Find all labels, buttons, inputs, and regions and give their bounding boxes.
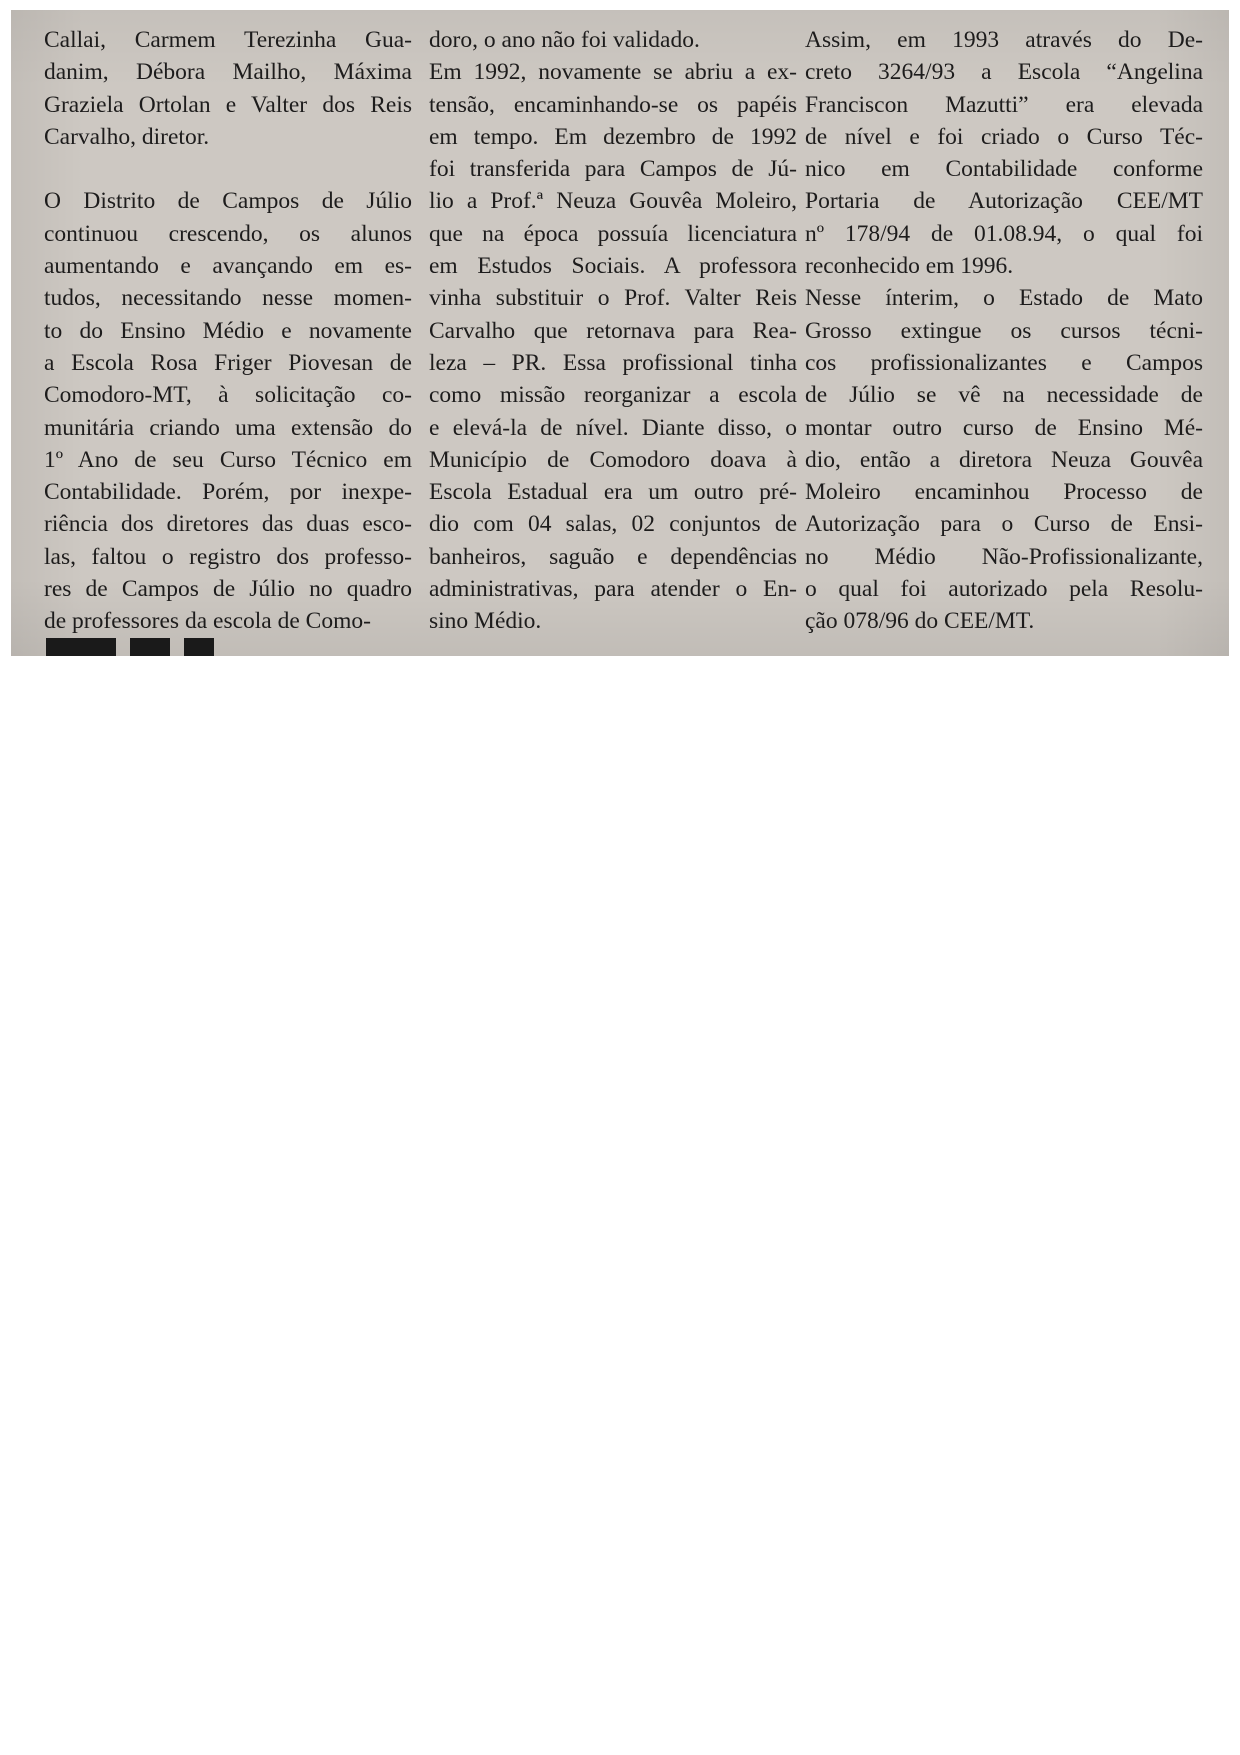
- text-line: em tempo. Em dezembro de 1992: [429, 123, 797, 150]
- text-line: no Médio Não-Profissionalizante,: [805, 543, 1203, 570]
- text-line: o qual foi autorizado pela Resolu-: [805, 576, 1203, 603]
- text-line: Moleiro encaminhou Processo de: [805, 479, 1203, 506]
- text-line: vinha substituir o Prof. Valter Reis: [429, 285, 797, 312]
- paragraph-gap: [44, 153, 412, 185]
- text-line: ção 078/96 do CEE/MT.: [805, 608, 1035, 635]
- text-line: Callai, Carmem Terezinha Gua-: [44, 27, 412, 53]
- text-line: que na época possuía licenciatura: [429, 220, 797, 247]
- text-line: riência dos diretores das duas esco-: [44, 511, 412, 538]
- text-line: reconhecido em 1996.: [805, 253, 1014, 280]
- text-line: a Escola Rosa Friger Piovesan de: [44, 349, 412, 376]
- text-line: Comodoro-MT, à solicitação co-: [44, 382, 412, 409]
- text-line: leza – PR. Essa profissional tinha: [429, 349, 797, 376]
- text-line: lio a Prof.ª Neuza Gouvêa Moleiro,: [429, 188, 797, 215]
- text-line: nº 178/94 de 01.08.94, o qual foi: [805, 220, 1203, 247]
- text-line: Assim, em 1993 através do De-: [805, 27, 1203, 53]
- text-line: munitária criando uma extensão do: [44, 414, 412, 441]
- text-line: Escola Estadual era um outro pré-: [429, 479, 797, 506]
- text-line: Autorização para o Curso de Ensi-: [805, 511, 1203, 538]
- text-line: creto 3264/93 a Escola “Angelina: [805, 59, 1203, 86]
- text-line: como missão reorganizar a escola: [429, 382, 797, 409]
- text-line: sino Médio.: [429, 608, 542, 635]
- text-line: dio, então a diretora Neuza Gouvêa: [805, 446, 1203, 473]
- text-line: foi transferida para Campos de Jú-: [429, 156, 797, 183]
- text-line: Contabilidade. Porém, por inexpe-: [44, 479, 412, 506]
- text-line: doro, o ano não foi validado.: [429, 27, 700, 53]
- text-line: O Distrito de Campos de Júlio: [44, 188, 412, 215]
- text-line: cos profissionalizantes e Campos: [805, 349, 1203, 376]
- text-line: Em 1992, novamente se abriu a ex-: [429, 59, 797, 86]
- text-line: de Júlio se vê na necessidade de: [805, 382, 1203, 409]
- article-column-1: [44, 24, 412, 638]
- text-line: continuou crescendo, os alunos: [44, 220, 412, 247]
- text-line: montar outro curso de Ensino Mé-: [805, 414, 1203, 441]
- text-line: Grosso extingue os cursos técni-: [805, 317, 1203, 344]
- text-line: 1º Ano de seu Curso Técnico em: [44, 446, 412, 473]
- cut-off-headline-fragment: [46, 638, 466, 656]
- text-line: to do Ensino Médio e novamente: [44, 317, 412, 344]
- text-line: tensão, encaminhando-se os papéis: [429, 91, 797, 118]
- article-column-3: [805, 24, 1203, 638]
- text-line: Portaria de Autorização CEE/MT: [805, 188, 1203, 215]
- text-line: e elevá-la de nível. Diante disso, o: [429, 414, 797, 441]
- text-line: em Estudos Sociais. A professora: [429, 253, 797, 280]
- text-line: nico em Contabilidade conforme: [805, 156, 1203, 183]
- text-line: Carvalho que retornava para Rea-: [429, 317, 797, 344]
- text-line: res de Campos de Júlio no quadro: [44, 576, 412, 603]
- text-line: Carvalho, diretor.: [44, 123, 210, 150]
- text-line: Graziela Ortolan e Valter dos Reis: [44, 91, 412, 118]
- text-line: Nesse ínterim, o Estado de Mato: [805, 285, 1203, 312]
- text-line: danim, Débora Mailho, Máxima: [44, 59, 412, 86]
- text-line: de professores da escola de Como-: [44, 608, 371, 635]
- newspaper-clipping: [11, 10, 1229, 656]
- text-line: banheiros, saguão e dependências: [429, 543, 797, 570]
- text-line: administrativas, para atender o En-: [429, 576, 797, 603]
- text-line: Município de Comodoro doava à: [429, 446, 797, 473]
- text-line: de nível e foi criado o Curso Téc-: [805, 123, 1203, 150]
- text-line: las, faltou o registro dos professo-: [44, 543, 412, 570]
- text-line: dio com 04 salas, 02 conjuntos de: [429, 511, 797, 538]
- text-line: aumentando e avançando em es-: [44, 253, 412, 280]
- text-line: Franciscon Mazutti” era elevada: [805, 91, 1203, 118]
- article-column-2: [429, 24, 797, 638]
- text-line: tudos, necessitando nesse momen-: [44, 285, 412, 312]
